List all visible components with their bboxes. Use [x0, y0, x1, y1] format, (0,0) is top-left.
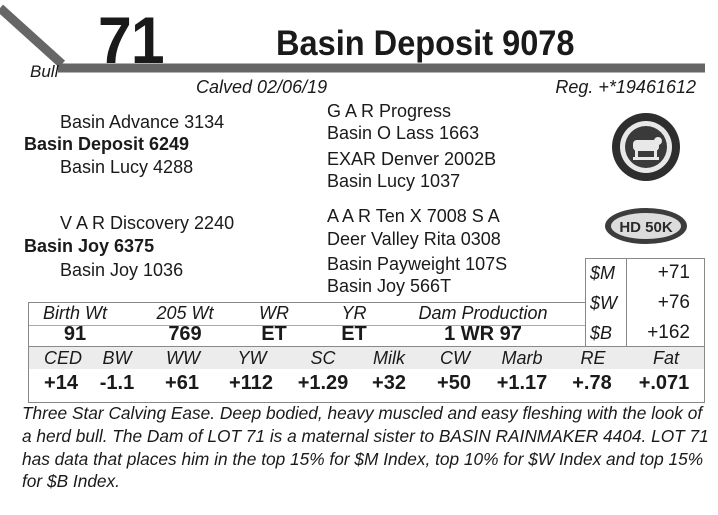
perf-header: Birth Wt [42, 303, 107, 323]
perf-value: ET [341, 323, 367, 345]
lot-description: Three Star Calving Ease. Deep bodied, heavy muscled and easy fleshing with the look of a herd bull. The Dam of LOT 71 is a maternal sister to BASIN RAINMAKER 4404. LOT 71 has data that places him in the top 15% for $M Index, top 10% for $W Index and top 15% for $B Index. [22, 403, 709, 492]
epd-value: +61 [165, 372, 199, 394]
perf-value: ET [261, 323, 287, 345]
perf-value: 1 WR 97 [444, 323, 522, 345]
epd-header: Marb [501, 348, 543, 368]
index-label: $W [590, 293, 617, 313]
epd-value: +1.17 [496, 372, 548, 394]
sire-dam: Basin Lucy 4288 [60, 157, 194, 177]
epd-header: WW [166, 348, 200, 368]
epd-header: Fat [652, 348, 679, 368]
registration-number: Reg. +*19461612 [555, 77, 696, 97]
perf-value: 769 [168, 323, 202, 345]
index-box [585, 258, 705, 349]
index-value: +162 [647, 322, 690, 343]
lot-number: 71 [98, 3, 164, 77]
epd-header: RE [580, 348, 606, 368]
perf-value: 91 [63, 323, 87, 345]
performance-table [28, 302, 586, 349]
sire-dam-dam: Basin Lucy 1037 [327, 171, 461, 191]
dam-sire-sire: A A R Ten X 7008 S A [327, 206, 500, 226]
dam-dam-sire: Basin Payweight 107S [327, 254, 508, 274]
index-row-b [586, 319, 704, 349]
sire-sire-sire: G A R Progress [327, 101, 452, 121]
epd-header: CED [43, 348, 82, 368]
epd-value: +14 [44, 372, 78, 394]
genomic-badge-text: HD 50K [619, 219, 673, 236]
epd-header: BW [102, 348, 132, 368]
epd-table [28, 346, 705, 403]
epd-value: +50 [437, 372, 471, 394]
calved-date: Calved 02/06/19 [196, 77, 328, 97]
angus-seal-icon [609, 110, 683, 184]
perf-header: 205 Wt [156, 303, 214, 323]
index-value: +71 [657, 262, 690, 283]
epd-header: CW [440, 348, 470, 368]
animal-name: Basin Deposit 9078 [276, 24, 575, 63]
index-row-m [586, 259, 704, 289]
epd-header: SC [310, 348, 336, 368]
perf-header: YR [341, 303, 367, 323]
epd-value: +.071 [638, 372, 690, 394]
epd-value: +1.29 [297, 372, 349, 394]
epd-value: +32 [372, 372, 406, 394]
hd50k-badge-icon [603, 206, 689, 246]
sire-sire-dam: Basin O Lass 1663 [327, 123, 480, 143]
epd-value: +.78 [572, 372, 612, 394]
epd-value: -1.1 [99, 372, 135, 394]
index-value: +76 [657, 292, 690, 313]
dam-dam: Basin Joy 1036 [60, 260, 184, 280]
sire-sire: Basin Advance 3134 [60, 112, 225, 132]
perf-header: Dam Production [418, 303, 548, 323]
dam-dam-dam: Basin Joy 566T [327, 276, 452, 296]
dam: Basin Joy 6375 [24, 236, 155, 256]
epd-header: Milk [373, 348, 405, 368]
dam-sire-dam: Deer Valley Rita 0308 [327, 229, 501, 249]
epd-header: YW [237, 348, 267, 368]
index-label: $B [590, 323, 613, 343]
type-label: Bull [30, 62, 59, 81]
index-label: $M [590, 263, 616, 283]
index-row-w [586, 289, 704, 319]
perf-header: WR [259, 303, 289, 323]
sire: Basin Deposit 6249 [24, 134, 190, 154]
epd-value: +112 [229, 372, 273, 394]
dam-sire: V A R Discovery 2240 [60, 213, 235, 233]
sire-dam-sire: EXAR Denver 2002B [327, 149, 497, 169]
